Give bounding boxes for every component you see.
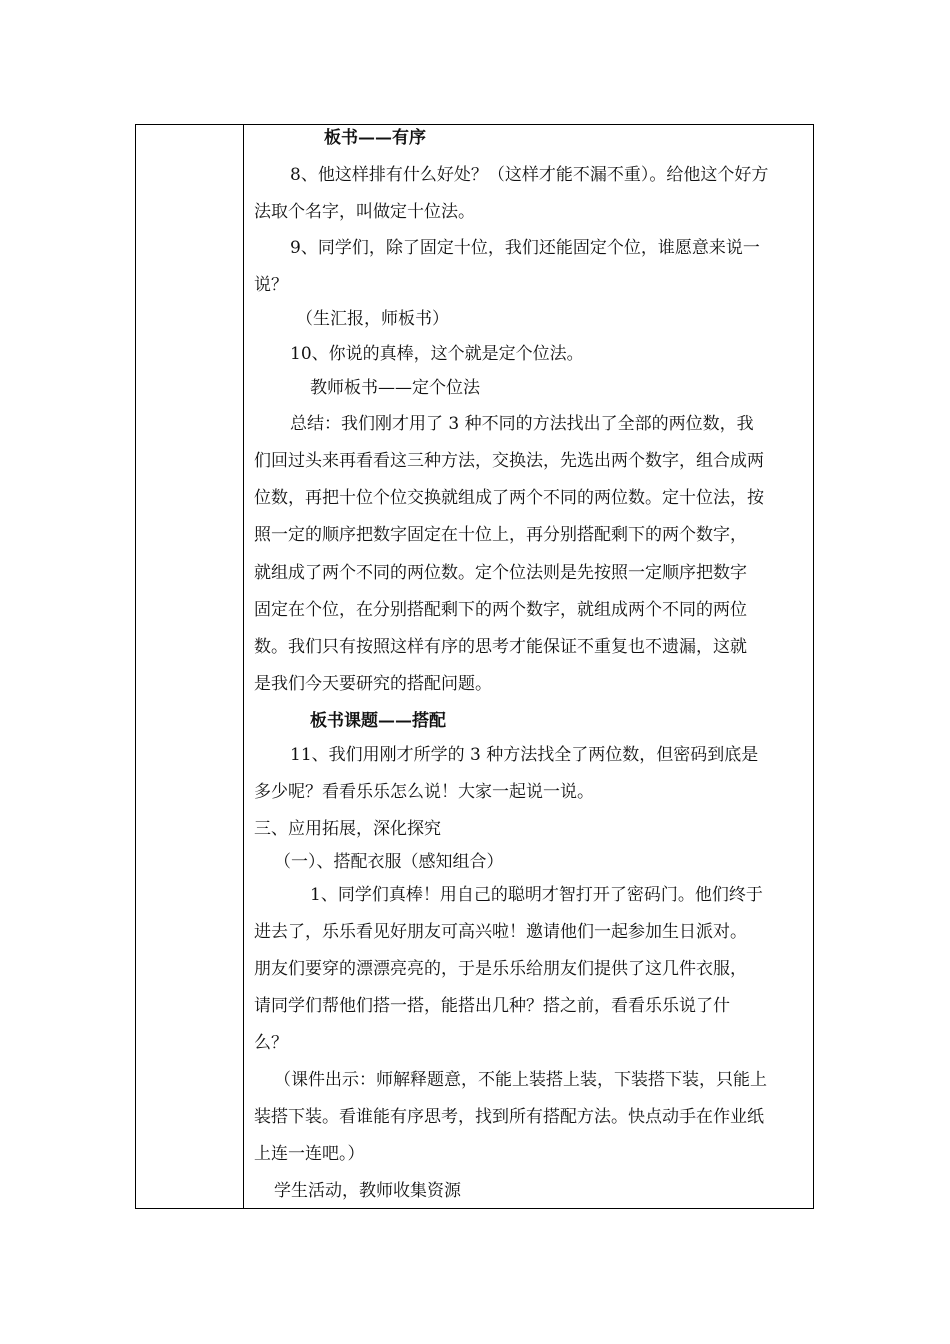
paragraph-line: 教师板书——定个位法 [310, 378, 480, 398]
courseware-line: （课件出示：师解释题意，不能上装搭上装，下装搭下装，只能上 [274, 1070, 767, 1090]
lesson-table [135, 124, 814, 1209]
paragraph-line: 9、同学们，除了固定十位，我们还能固定个位，谁愿意来说一 [290, 238, 760, 258]
paragraph-line: 多少呢？看看乐乐怎么说！大家一起说一说。 [254, 782, 594, 802]
paragraph-line: 进去了，乐乐看见好朋友可高兴啦！邀请他们一起参加生日派对。 [254, 922, 747, 942]
paragraph-line: 说？ [254, 275, 288, 295]
summary-line: 数。我们只有按照这样有序的思考才能保证不重复也不遗漏，这就 [254, 637, 747, 657]
paragraph-line: 8、他这样排有什么好处？（这样才能不漏不重）。给他这个好方 [290, 165, 769, 185]
subsection-heading: （一）、搭配衣服（感知组合） [274, 852, 504, 872]
summary-line: 位数，再把十位个位交换就组成了两个不同的两位数。定十位法，按 [254, 488, 764, 508]
activity-line: 学生活动，教师收集资源 [274, 1181, 461, 1201]
paragraph-line: 朋友们要穿的漂漂亮亮的，于是乐乐给朋友们提供了这几件衣服， [254, 959, 747, 979]
left-column-cell [136, 125, 244, 1208]
summary-line: 固定在个位，在分别搭配剩下的两个数字，就组成两个不同的两位 [254, 600, 747, 620]
paragraph-line: 10、你说的真棒，这个就是定个位法。 [290, 344, 584, 364]
courseware-line: 上连一连吧。） [254, 1144, 365, 1164]
heading-order: 板书——有序 [324, 128, 426, 148]
paragraph-line: 1、同学们真棒！用自己的聪明才智打开了密码门。他们终于 [310, 885, 763, 905]
summary-line: 们回过头来再看看这三种方法，交换法，先选出两个数字，组合成两 [254, 451, 764, 471]
right-column-cell [244, 125, 813, 1208]
summary-line: 总结：我们刚才用了 3 种不同的方法找出了全部的两位数，我 [290, 414, 754, 434]
courseware-line: 装搭下装。看谁能有序思考，找到所有搭配方法。快点动手在作业纸 [254, 1107, 764, 1127]
section-heading: 三、应用拓展，深化探究 [254, 819, 441, 839]
paragraph-line: 法取个名字，叫做定十位法。 [254, 202, 475, 222]
paragraph-line: 么？ [254, 1033, 288, 1053]
paragraph-line: （生汇报，师板书） [296, 309, 449, 329]
paragraph-line: 11、我们用刚才所学的 3 种方法找全了两位数，但密码到底是 [290, 745, 759, 765]
heading-topic: 板书课题——搭配 [310, 711, 446, 731]
paragraph-line: 请同学们帮他们搭一搭，能搭出几种？搭之前，看看乐乐说了什 [254, 996, 730, 1016]
summary-line: 照一定的顺序把数字固定在十位上，再分别搭配剩下的两个数字， [254, 525, 747, 545]
summary-line: 就组成了两个不同的两位数。定个位法则是先按照一定顺序把数字 [254, 563, 747, 583]
summary-line: 是我们今天要研究的搭配问题。 [254, 674, 492, 694]
